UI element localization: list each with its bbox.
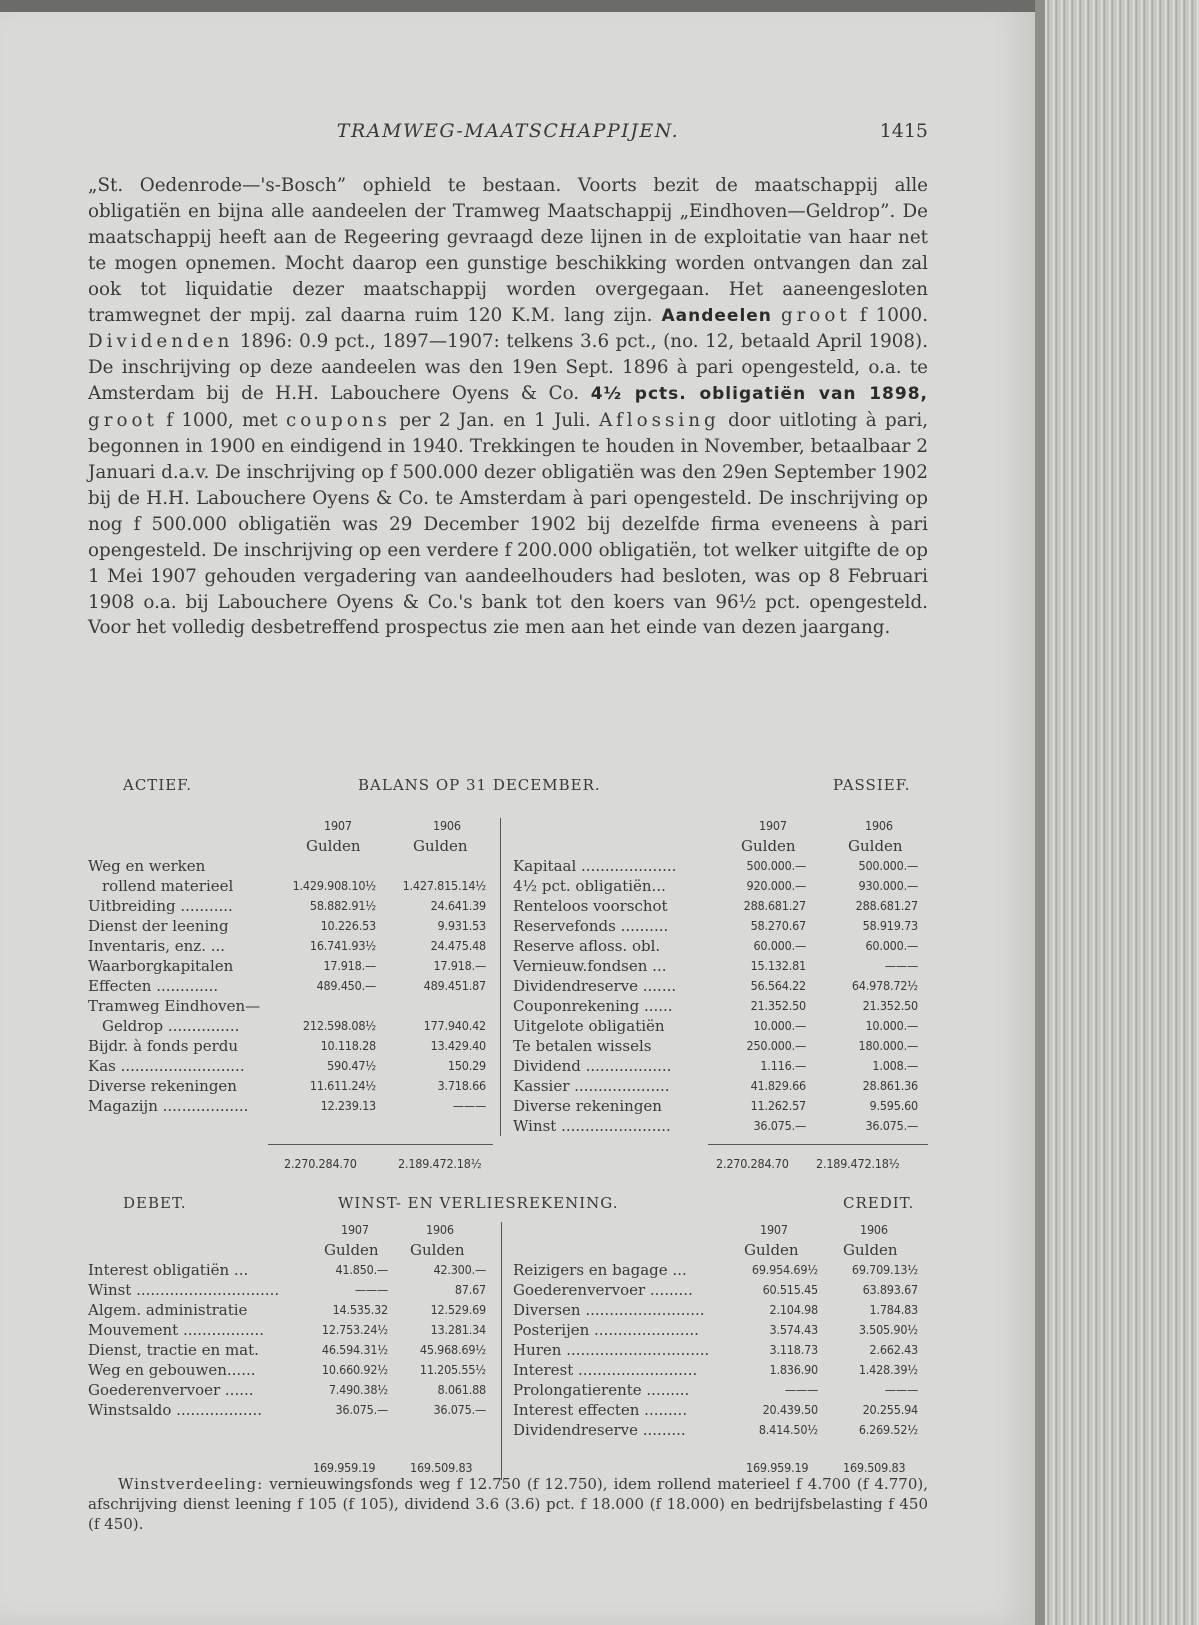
year-row [88, 816, 498, 836]
row-label: Diversen ......................... [513, 1301, 705, 1319]
row-label: Interest ......................... [513, 1361, 698, 1379]
text-segment: door uitloting à pari, begonnen in 1900 en eindigend in 1940. Trekkingen te houden in November, betaalbaar 2 Januari d.a.v. De inschrijving op f 500.000 dezer obligatiën was den 29en September 1902 bij de H.H. Labouchere Oyens & Co. te Amsterdam à pari opengesteld. De inschrijving op nog f 500.000 obligatiën was 29 December 1902 bij dezelfde firma eveneens à pari opengesteld. De inschrijving op een verdere f 200.000 obligatiën, tot welker uitgifte de op 1 Mei 1907 gehouden vergadering van aandeelhouders had besloten, was op 8 Februari 1908 o.a. bij Labouchere Oyens & Co.'s bank tot den koers van 96½ pct. opengesteld. Voor het volledig desbetreffend prospectus zie men aan het einde van dezen jaargang. [88, 410, 929, 639]
value-1907: 36.075.— [335, 1402, 388, 1417]
value-1906: 500.000.— [858, 858, 918, 873]
value-1907: 41.829.66 [750, 1078, 806, 1093]
value-1906: 180.000.— [858, 1038, 918, 1053]
table-row [88, 1016, 498, 1036]
value-1906: 150.29 [447, 1058, 486, 1073]
value-1906: 13.281.34 [430, 1322, 486, 1337]
totals-row [88, 1154, 928, 1174]
row-label: Kassier .................... [513, 1077, 670, 1095]
value-1906: 12.529.69 [430, 1302, 486, 1317]
table-row [88, 1340, 498, 1360]
value-1907: 12.239.13 [320, 1098, 376, 1113]
value-1907: 10.118.28 [320, 1038, 376, 1053]
table-row [88, 1096, 498, 1116]
profit-loss-heading [88, 1194, 928, 1216]
credit-label: CREDIT. [843, 1194, 915, 1212]
value-1907: 16.741.93½ [309, 938, 376, 953]
table-row [88, 916, 498, 936]
row-label: Dienst, tractie en mat. [88, 1341, 259, 1359]
row-label: Geldrop ............... [102, 1017, 240, 1035]
value-1906: 87.67 [454, 1282, 486, 1297]
value-1907: 20.439.50 [762, 1402, 818, 1417]
value-1907: 12.753.24½ [321, 1322, 388, 1337]
text-segment: f 1000. [859, 304, 929, 326]
column-divider [501, 1222, 502, 1480]
value-1906: 11.205.55½ [419, 1362, 486, 1377]
row-label: Uitgelote obligatiën [513, 1017, 665, 1035]
table-row [513, 1260, 928, 1280]
value-1907: 7.490.38½ [328, 1382, 388, 1397]
total-credit-1907: 169.959.19 [746, 1460, 809, 1475]
value-1907: 500.000.— [746, 858, 806, 873]
table-row [88, 1360, 498, 1380]
table-row [88, 876, 498, 896]
value-1906: 64.978.72½ [851, 978, 918, 993]
footnote-text: vernieuwingsfonds weg f 12.750 (f 12.750), idem rollend materieel f 4.700 (f 4.770), afschrijving dienst leening f 105 (f 105), dividend 3.6 (3.6) pct. f 18.000 (f 18.000) en bedrijfsbelasting f 450 (f 450). [88, 1475, 928, 1533]
unit-gulden: Gulden [744, 1241, 799, 1259]
total-debet-1907: 169.959.19 [313, 1460, 376, 1475]
row-label: Effecten ............. [88, 977, 219, 995]
table-row [513, 1300, 928, 1320]
row-label: Waarborgkapitalen [88, 957, 234, 975]
value-1907: ——— [784, 1382, 818, 1397]
value-1907: 920.000.— [746, 878, 806, 893]
total-passief-1907: 2.270.284.70 [716, 1156, 789, 1171]
year-row [513, 816, 928, 836]
value-1906: 10.000.— [865, 1018, 918, 1033]
unit-gulden: Gulden [848, 837, 903, 855]
row-label: Renteloos voorschot [513, 897, 668, 915]
table-row [513, 1400, 928, 1420]
value-1907: 10.660.92½ [321, 1362, 388, 1377]
profit-loss-title: WINST- EN VERLIESREKENING. [338, 1194, 619, 1212]
passief-label: PASSIEF. [833, 776, 911, 794]
year-1907: 1907 [760, 1222, 788, 1237]
row-label: 4½ pct. obligatiën... [513, 877, 666, 895]
value-1907: 212.598.08½ [302, 1018, 376, 1033]
value-1907: 1.836.90 [769, 1362, 818, 1377]
passief-column [513, 816, 928, 1136]
value-1907: 590.47½ [327, 1058, 376, 1073]
row-label: Goederenvervoer ...... [88, 1381, 254, 1399]
value-1906: 930.000.— [858, 878, 918, 893]
table-row [513, 1360, 928, 1380]
value-1906: 13.429.40 [430, 1038, 486, 1053]
value-1906: 20.255.94 [862, 1402, 918, 1417]
value-1907: 2.104.98 [769, 1302, 818, 1317]
year-1906: 1906 [433, 818, 461, 833]
value-1906: 17.918.— [433, 958, 486, 973]
footnote-label: Winstverdeeling: [118, 1475, 264, 1493]
value-1907: 14.535.32 [332, 1302, 388, 1317]
profit-loss-account [88, 1220, 928, 1475]
value-1906: 45.968.69½ [419, 1342, 486, 1357]
value-1907: 250.000.— [746, 1038, 806, 1053]
year-row [513, 1220, 928, 1240]
row-label: Winst .............................. [88, 1281, 280, 1299]
table-row [88, 976, 498, 996]
value-1907: 56.564.22 [750, 978, 806, 993]
value-1906: 1.008.— [872, 1058, 918, 1073]
value-1907: 41.850.— [335, 1262, 388, 1277]
value-1907: 15.132.81 [750, 958, 806, 973]
spaced-word: groot [88, 410, 158, 432]
running-header [88, 120, 928, 150]
debet-column [88, 1220, 498, 1420]
value-1906: 489.451.87 [423, 978, 486, 993]
table-row [513, 996, 928, 1016]
row-label: Weg en werken [88, 857, 206, 875]
total-debet-1906: 169.509.83 [410, 1460, 473, 1475]
value-1906: 2.662.43 [869, 1342, 918, 1357]
value-1906: 36.075.— [865, 1118, 918, 1133]
spaced-word: Dividenden [88, 331, 234, 353]
row-label: Tramweg Eindhoven— [88, 997, 261, 1015]
table-row [88, 1260, 498, 1280]
debet-rows [88, 1260, 498, 1420]
value-1907: 60.515.45 [762, 1282, 818, 1297]
row-label: Winst ....................... [513, 1117, 671, 1135]
value-1907: 60.000.— [753, 938, 806, 953]
value-1907: 11.262.57 [750, 1098, 806, 1113]
total-actief-1907: 2.270.284.70 [284, 1156, 357, 1171]
text-segment: f 1000, met [166, 410, 278, 432]
table-row [88, 1380, 498, 1400]
row-label: Goederenvervoer ......... [513, 1281, 693, 1299]
unit-row [513, 1240, 928, 1260]
value-1906: 3.718.66 [437, 1078, 486, 1093]
row-label: Reserve afloss. obl. [513, 937, 661, 955]
table-row [513, 936, 928, 956]
value-1906: 36.075.— [433, 1402, 486, 1417]
value-1907: 21.352.50 [750, 998, 806, 1013]
debet-label: DEBET. [123, 1194, 187, 1212]
passief-rows [513, 856, 928, 1136]
table-row [513, 956, 928, 976]
table-row [88, 996, 498, 1016]
footnote [88, 1474, 928, 1534]
value-1906: 69.709.13½ [851, 1262, 918, 1277]
value-1906: 9.595.60 [869, 1098, 918, 1113]
text-segment: per 2 Jan. en 1 Juli. [399, 410, 591, 432]
table-row [88, 956, 498, 976]
table-row [513, 1420, 928, 1440]
value-1906: 24.475.48 [430, 938, 486, 953]
row-label: Uitbreiding ........... [88, 897, 233, 915]
row-label: Mouvement ................. [88, 1321, 265, 1339]
value-1906: 1.784.83 [869, 1302, 918, 1317]
value-1906: 60.000.— [865, 938, 918, 953]
unit-gulden: Gulden [324, 1241, 379, 1259]
value-1906: 1.427.815.14½ [402, 878, 486, 893]
table-row [513, 1096, 928, 1116]
page-number: 1415 [879, 120, 928, 142]
value-1906: 24.641.39 [430, 898, 486, 913]
table-row [513, 976, 928, 996]
row-label: Inventaris, enz. ... [88, 937, 226, 955]
total-rule [268, 1144, 493, 1145]
value-1906: 6.269.52½ [858, 1422, 918, 1437]
table-row [88, 1300, 498, 1320]
value-1907: 1.116.— [760, 1058, 806, 1073]
unit-gulden: Gulden [741, 837, 796, 855]
table-row [513, 1340, 928, 1360]
unit-row [88, 836, 498, 856]
row-label: Dividendreserve ......... [513, 1421, 686, 1439]
value-1907: 46.594.31½ [321, 1342, 388, 1357]
value-1907: 3.118.73 [769, 1342, 818, 1357]
value-1907: 58.270.67 [750, 918, 806, 933]
value-1907: 10.000.— [753, 1018, 806, 1033]
value-1907: 3.574.43 [769, 1322, 818, 1337]
table-row [513, 1036, 928, 1056]
value-1906: 28.861.36 [862, 1078, 918, 1093]
row-label: Winstsaldo .................. [88, 1401, 263, 1419]
value-1907: 17.918.— [323, 958, 376, 973]
unit-gulden: Gulden [843, 1241, 898, 1259]
table-row [88, 1056, 498, 1076]
row-label: Vernieuw.fondsen ... [513, 957, 667, 975]
row-label: Dividendreserve ....... [513, 977, 677, 995]
actief-column [88, 816, 498, 1116]
year-1907: 1907 [759, 818, 787, 833]
row-label: Diverse rekeningen [513, 1097, 662, 1115]
total-actief-1906: 2.189.472.18½ [398, 1156, 482, 1171]
row-label: Te betalen wissels [513, 1037, 652, 1055]
table-row [88, 1280, 498, 1300]
table-row [513, 896, 928, 916]
spaced-word: coupons [285, 410, 391, 432]
table-row [88, 856, 498, 876]
year-1906: 1906 [860, 1222, 888, 1237]
table-row [513, 1380, 928, 1400]
row-label: Magazijn .................. [88, 1097, 249, 1115]
total-passief-1906: 2.189.472.18½ [816, 1156, 900, 1171]
value-1907: 10.226.53 [320, 918, 376, 933]
table-row [88, 936, 498, 956]
row-label: Bijdr. à fonds perdu [88, 1037, 239, 1055]
total-rule [708, 1144, 928, 1145]
value-1907: 288.681.27 [743, 898, 806, 913]
unit-gulden: Gulden [410, 1241, 465, 1259]
text-segment: 1896: 0.9 pct., 1897—1907: telkens 3.6 pct., (no. 12, betaald April 1908). De inschrijving op deze aandeelen was den 19en Sept. 1896 à pari opengesteld, o.a. te Amsterdam bij de H.H. Labouchere Oyens & Co. [88, 331, 929, 405]
running-title: TRAMWEG-MAATSCHAPPIJEN. [336, 120, 680, 142]
row-label: Weg en gebouwen...... [88, 1361, 256, 1379]
value-1906: 42.300.— [433, 1262, 486, 1277]
value-1907: ——— [354, 1282, 388, 1297]
year-1907: 1907 [341, 1222, 369, 1237]
row-label: Posterijen ...................... [513, 1321, 699, 1339]
table-row [513, 1320, 928, 1340]
value-1907: 36.075.— [753, 1118, 806, 1133]
value-1906: 288.681.27 [855, 898, 918, 913]
value-1906: 9.931.53 [437, 918, 486, 933]
table-row [513, 856, 928, 876]
row-label: Reizigers en bagage ... [513, 1261, 687, 1279]
table-row [513, 1076, 928, 1096]
text-segment: „St. Oedenrode—'s-Bosch” ophield te bestaan. Voorts bezit de maatschappij alle obligatiën en bijna alle aandeelen der Tramweg Maatschappij „Eindhoven—Geldrop”. De maatschappij heeft aan de Regeering gevraagd deze lijnen in de exploitatie van haar net te mogen opnemen. Mocht daarop een gunstige beschikking worden ontvangen dan zal ook tot liquidatie dezer maatschappij worden overgegaan. Het aaneengesloten tramwegnet der mpij. zal daarna ruim 120 K.M. lang zijn. [88, 175, 928, 326]
balance-sheet-heading [88, 776, 928, 798]
row-label: Prolongatierente ......... [513, 1381, 690, 1399]
row-label: Reservefonds .......... [513, 917, 669, 935]
value-1907: 11.611.24½ [309, 1078, 376, 1093]
year-row [88, 1220, 498, 1240]
value-1906: 63.893.67 [862, 1282, 918, 1297]
year-1906: 1906 [865, 818, 893, 833]
value-1907: 1.429.908.10½ [292, 878, 376, 893]
paragraph [88, 173, 928, 641]
table-row [513, 1116, 928, 1136]
actief-label: ACTIEF. [123, 776, 193, 794]
body-text [88, 173, 928, 641]
row-label: Algem. administratie [88, 1301, 248, 1319]
value-1906: ——— [452, 1098, 486, 1113]
book-page-edges [1035, 0, 1199, 1625]
row-label: Dienst der leening [88, 917, 229, 935]
value-1906: 21.352.50 [862, 998, 918, 1013]
page-gutter-shadow [1035, 0, 1045, 1625]
table-row [513, 916, 928, 936]
row-label: Interest effecten ......... [513, 1401, 688, 1419]
table-row [513, 1056, 928, 1076]
balance-title: BALANS OP 31 DECEMBER. [358, 776, 601, 794]
spaced-word: Aflossing [599, 410, 720, 432]
unit-gulden: Gulden [306, 837, 361, 855]
row-label: Interest obligatiën ... [88, 1261, 249, 1279]
table-row [513, 876, 928, 896]
bold-heading-obligatien: 4½ pcts. obligatiën van 1898, [590, 384, 929, 405]
value-1906: 177.940.42 [423, 1018, 486, 1033]
credit-rows [513, 1260, 928, 1440]
page-top-shadow [0, 0, 1040, 12]
value-1906: 1.428.39½ [858, 1362, 918, 1377]
row-label: Dividend .................. [513, 1057, 672, 1075]
bold-heading-aandeelen: Aandeelen [661, 305, 772, 326]
row-label: Huren .............................. [513, 1341, 710, 1359]
value-1906: 58.919.73 [862, 918, 918, 933]
table-row [88, 896, 498, 916]
table-row [513, 1280, 928, 1300]
unit-row [88, 1240, 498, 1260]
spaced-word: groot [780, 304, 851, 326]
balance-sheet [88, 816, 928, 1176]
value-1906: ——— [884, 1382, 918, 1397]
value-1906: 3.505.90½ [858, 1322, 918, 1337]
table-row [513, 1016, 928, 1036]
value-1906: 8.061.88 [437, 1382, 486, 1397]
column-divider [500, 818, 501, 1136]
row-label: Kapitaal .................... [513, 857, 677, 875]
total-credit-1906: 169.509.83 [843, 1460, 906, 1475]
value-1907: 489.450.— [316, 978, 376, 993]
actief-rows [88, 856, 498, 1116]
row-label: Kas .......................... [88, 1057, 245, 1075]
year-1907: 1907 [324, 818, 352, 833]
table-row [88, 1036, 498, 1056]
unit-row [513, 836, 928, 856]
table-row [88, 1400, 498, 1420]
row-label: Couponrekening ...... [513, 997, 673, 1015]
value-1907: 58.882.91½ [309, 898, 376, 913]
row-label: Diverse rekeningen [88, 1077, 237, 1095]
year-1906: 1906 [426, 1222, 454, 1237]
value-1907: 69.954.69½ [751, 1262, 818, 1277]
unit-gulden: Gulden [413, 837, 468, 855]
value-1907: 8.414.50½ [758, 1422, 818, 1437]
table-row [88, 1320, 498, 1340]
row-label: rollend materieel [102, 877, 234, 895]
table-row [88, 1076, 498, 1096]
value-1906: ——— [884, 958, 918, 973]
credit-column [513, 1220, 928, 1440]
